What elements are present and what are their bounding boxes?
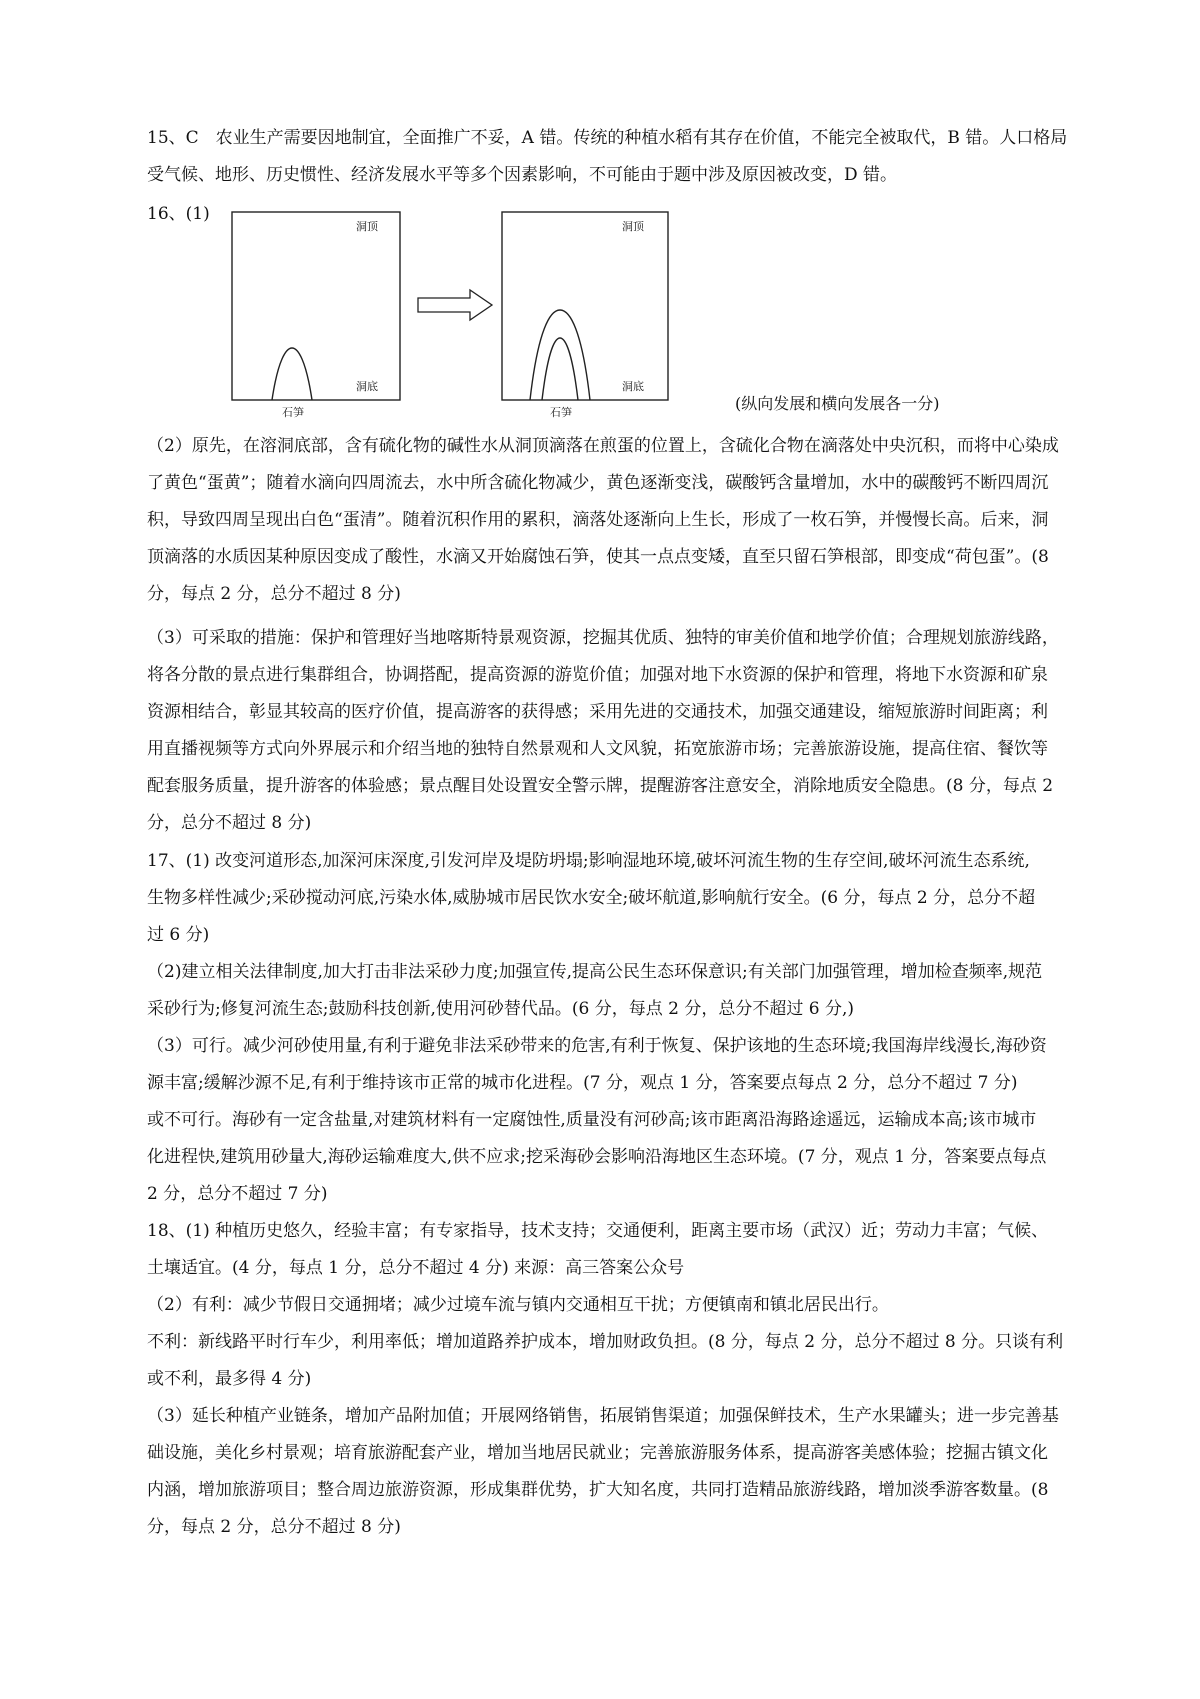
text-line: 分，总分不超过 8 分): [147, 813, 312, 833]
text-line: 2 分，总分不超过 7 分): [147, 1184, 328, 1204]
stalagmite-diagram: [230, 210, 670, 420]
text-line: 了黄色“蛋黄”；随着水滴向四周流去，水中所含硫化物减少，黄色逐渐变浅，碳酸钙含量增加，水中的碳酸钙不断四周沉: [147, 473, 1049, 493]
q16-part2: [147, 428, 1057, 613]
text-line: （2）原先，在溶洞底部，含有硫化物的碱性水从洞顶滴落在煎蛋的位置上，含硫化合物在滴落处中央沉积，而将中心染成: [147, 436, 1059, 456]
stalagmite-label-before: 石笋: [282, 406, 304, 419]
q17-part3: [147, 1028, 1057, 1213]
q17-part1: [147, 843, 1057, 954]
text-line: 资源相结合，彰显其较高的医疗价值，提高游客的获得感；采用先进的交通技术，加强交通建设，缩短旅游时间距离；利: [147, 702, 1048, 722]
text-line: 生物多样性减少;采砂搅动河底,污染水体,威胁城市居民饮水安全;破坏航道,影响航行安全。(6 分，每点 2 分，总分不超: [147, 888, 1036, 908]
q16-label: 16、(1): [147, 204, 210, 224]
cave-bottom-label: 洞底: [356, 380, 378, 393]
text-line: 过 6 分): [147, 925, 210, 945]
scoring-note: (纵向发展和横向发展各一分): [735, 394, 940, 413]
text-line: 18、(1) 种植历史悠久，经验丰富；有专家指导，技术支持；交通便利，距离主要市场（武汉）近；劳动力丰富；气候、: [147, 1221, 1049, 1241]
text-line: 内涵，增加旅游项目；整合周边旅游资源，形成集群优势，扩大知名度，共同打造精品旅游线路，增加淡季游客数量。(8: [147, 1480, 1049, 1500]
q17-part2: [147, 954, 1057, 1028]
text-line: 源丰富;缓解沙源不足,有利于维持该市正常的城市化进程。(7 分，观点 1 分，答案要点每点 2 分，总分不超过 7 分): [147, 1073, 1018, 1093]
cave-box-after: [502, 212, 668, 400]
text-line: （3）可采取的措施：保护和管理好当地喀斯特景观资源，挖掘其优质、独特的审美价值和地学价值；合理规划旅游线路，: [147, 628, 1059, 648]
text-line: 将各分散的景点进行集群组合，协调搭配，提高资源的游览价值；加强对地下水资源的保护和管理，将地下水资源和矿泉: [147, 665, 1048, 685]
text-line: 或不利，最多得 4 分): [147, 1369, 312, 1389]
text-line: 15、C 农业生产需要因地制宜，全面推广不妥，A 错。传统的种植水稻有其存在价值，不能完全被取代，B 错。人口格局: [147, 128, 1068, 148]
stalagmite-outer: [530, 310, 590, 400]
text-line: 积，导致四周呈现出白色“蛋清”。随着沉积作用的累积，滴落处逐渐向上生长，形成了一枚石笋，并慢慢长高。后来，洞: [147, 510, 1049, 530]
text-line: 土壤适宜。(4 分，每点 1 分，总分不超过 4 分) 来源：高三答案公众号: [147, 1258, 685, 1278]
q18-part3: [147, 1398, 1057, 1546]
cave-top-label: 洞顶: [622, 220, 644, 233]
cave-box-before: [232, 212, 400, 400]
arrow-right-icon: [418, 290, 492, 320]
text-line: （2)建立相关法律制度,加大打击非法采砂力度;加强宣传,提高公民生态环保意识;有关部门加强管理，增加检查频率,规范: [147, 962, 1043, 982]
cave-bottom-label: 洞底: [622, 380, 644, 393]
q18-part1: [147, 1213, 1057, 1287]
text-line: 分，每点 2 分，总分不超过 8 分): [147, 1517, 401, 1537]
q15-answer: [147, 120, 1068, 194]
text-line: 顶滴落的水质因某种原因变成了酸性，水滴又开始腐蚀石笋，使其一点点变矮，直至只留石笋根部，即变成“荷包蛋”。(8: [147, 547, 1049, 567]
stalagmite-small: [272, 348, 312, 400]
q16-part3: [147, 620, 1057, 842]
text-line: 或不可行。海砂有一定含盐量,对建筑材料有一定腐蚀性,质量没有河砂高;该市距离沿海路途遥远，运输成本高;该市城市: [147, 1110, 1037, 1130]
text-line: （3）可行。减少河砂使用量,有利于避免非法采砂带来的危害,有利于恢复、保护该地的生态环境;我国海岸线漫长,海砂资: [147, 1036, 1047, 1056]
text-line: 受气候、地形、历史惯性、经济发展水平等多个因素影响，不可能由于题中涉及原因被改变，D 错。: [147, 165, 898, 185]
text-line: 础设施，美化乡村景观；培育旅游配套产业，增加当地居民就业；完善旅游服务体系，提高游客美感体验；挖掘古镇文化: [147, 1443, 1048, 1463]
text-line: 用直播视频等方式向外界展示和介绍当地的独特自然景观和人文风貌，拓宽旅游市场；完善旅游设施，提高住宿、餐饮等: [147, 739, 1048, 759]
stalagmite-inner: [542, 338, 578, 400]
text-line: （2）有利：减少节假日交通拥堵；减少过境车流与镇内交通相互干扰；方便镇南和镇北居民出行。: [147, 1295, 889, 1315]
text-line: 分，每点 2 分，总分不超过 8 分): [147, 584, 401, 604]
cave-top-label: 洞顶: [356, 220, 378, 233]
stalagmite-label-after: 石笋: [550, 406, 572, 419]
text-line: 化进程快,建筑用砂量大,海砂运输难度大,供不应求;挖采海砂会影响沿海地区生态环境。(7 分，观点 1 分，答案要点每点: [147, 1147, 1047, 1167]
text-line: 配套服务质量，提升游客的体验感；景点醒目处设置安全警示牌，提醒游客注意安全，消除地质安全隐患。(8 分，每点 2: [147, 776, 1054, 796]
text-line: （3）延长种植产业链条，增加产品附加值；开展网络销售，拓展销售渠道；加强保鲜技术，生产水果罐头；进一步完善基: [147, 1406, 1059, 1426]
stalagmite-svg: [230, 210, 670, 420]
text-line: 不利：新线路平时行车少，利用率低；增加道路养护成本，增加财政负担。(8 分，每点 2 分，总分不超过 8 分。只谈有利: [147, 1332, 1064, 1352]
text-line: 17、(1) 改变河道形态,加深河床深度,引发河岸及堤防坍塌;影响湿地环境,破坏河流生物的生存空间,破坏河流生态系统,: [147, 851, 1030, 871]
text-line: 采砂行为;修复河流生态;鼓励科技创新,使用河砂替代品。(6 分，每点 2 分，总分不超过 6 分,): [147, 999, 854, 1019]
q18-part2: [147, 1287, 1064, 1398]
